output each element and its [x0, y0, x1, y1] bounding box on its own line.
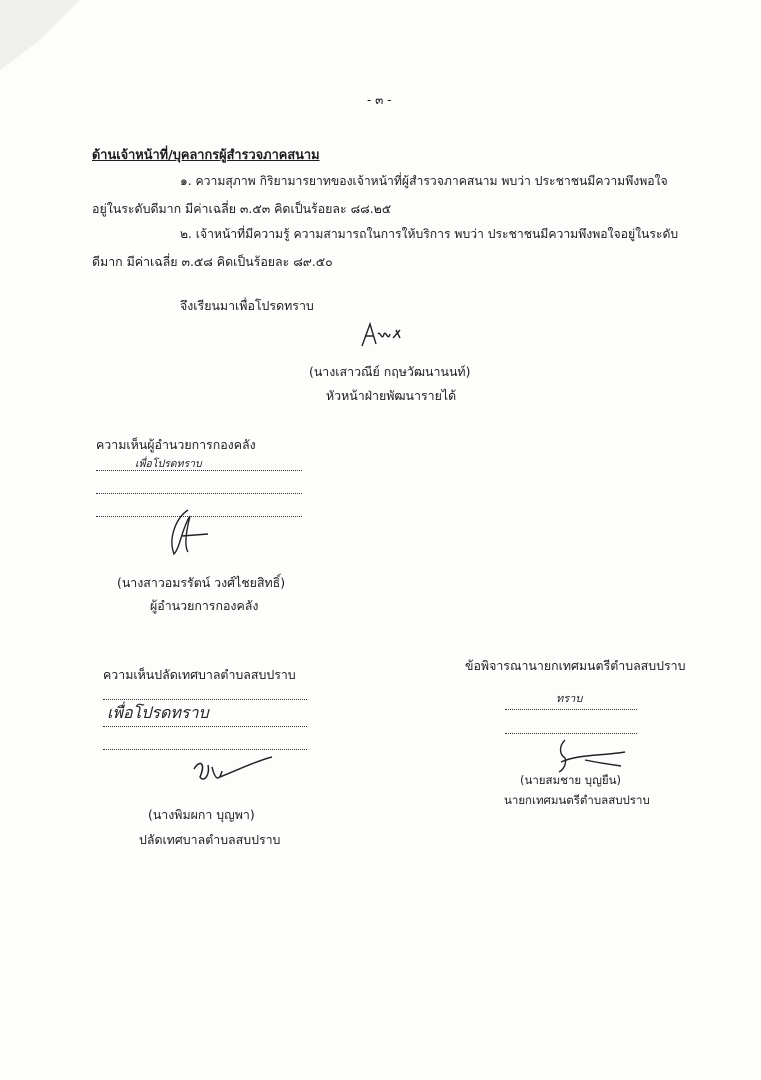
page-number: - ๓ -: [367, 93, 392, 107]
mayor-name: (นายสมชาย บุญยืน): [520, 773, 621, 787]
mayor-line-1: [505, 709, 637, 710]
signature-municipal-clerk: [190, 755, 191, 756]
finance-director-label: ความเห็นผู้อำนวยการกองคลัง: [96, 437, 256, 452]
municipal-clerk-name: (นางพิมผกา บุญพา): [148, 807, 255, 822]
municipal-clerk-label: ความเห็นปลัดเทศบาลตำบลสบปราบ: [103, 667, 296, 682]
signature-mayor: [555, 738, 556, 739]
revenue-head-name: (นางเสาวณีย์ กฤษวัฒนานนท์): [309, 364, 471, 379]
finance-director-name: (นางสาวอมรรัตน์ วงศ์ไชยสิทธิ์): [117, 575, 286, 590]
finance-director-position: ผู้อำนวยการกองคลัง: [150, 598, 259, 613]
mayor-line-2: [505, 733, 637, 734]
finance-line-2: [96, 493, 302, 494]
revenue-head-position: หัวหน้าฝ่ายพัฒนารายได้: [326, 388, 457, 403]
finance-line-3: [96, 516, 302, 517]
mayor-label: ข้อพิจารณานายกเทศมนตรีตำบลสบปราบ: [465, 658, 686, 673]
signature-revenue-head: [360, 320, 361, 321]
clerk-line-3: [103, 749, 307, 750]
municipal-clerk-position: ปลัดเทศบาลตำบลสบปราบ: [139, 832, 281, 847]
item1-line1: ๑. ความสุภาพ กิริยามารยาทของเจ้าหน้าที่ผู้สำรวจภาคสนาม พบว่า ประชาชนมีความพึงพอใจ: [180, 174, 668, 188]
item2-line1: ๒. เจ้าหน้าที่มีความรู้ ความสามารถในการให้บริการ พบว่า ประชาชนมีความพึงพอใจอยู่ในระดับ: [180, 227, 679, 241]
mayor-handwritten: ทราบ: [556, 692, 583, 705]
scan-smudge: [0, 0, 1, 1]
field-staff-heading: ด้านเจ้าหน้าที่/บุคลากรผู้สำรวจภาคสนาม: [92, 148, 320, 163]
municipal-clerk-handwritten: เพื่อโปรดทราบ: [107, 703, 209, 722]
finance-line-1: [96, 470, 302, 471]
mayor-position: นายกเทศมนตรีตำบลสบปราบ: [504, 793, 650, 807]
finance-director-handwritten: เพื่อโปรดทราบ: [135, 458, 202, 470]
clerk-line-2: [103, 726, 307, 727]
signature-finance-director: [168, 508, 169, 509]
item1-line2: อยู่ในระดับดีมาก มีค่าเฉลี่ย ๓.๕๓ คิดเป็นร้อยละ ๘๘.๒๕: [92, 201, 392, 216]
item2-line2: ดีมาก มีค่าเฉลี่ย ๓.๕๘ คิดเป็นร้อยละ ๘๙.๕๐: [92, 254, 333, 269]
clerk-line-1: [103, 699, 307, 700]
closing-text: จึงเรียนมาเพื่อโปรดทราบ: [180, 298, 314, 313]
